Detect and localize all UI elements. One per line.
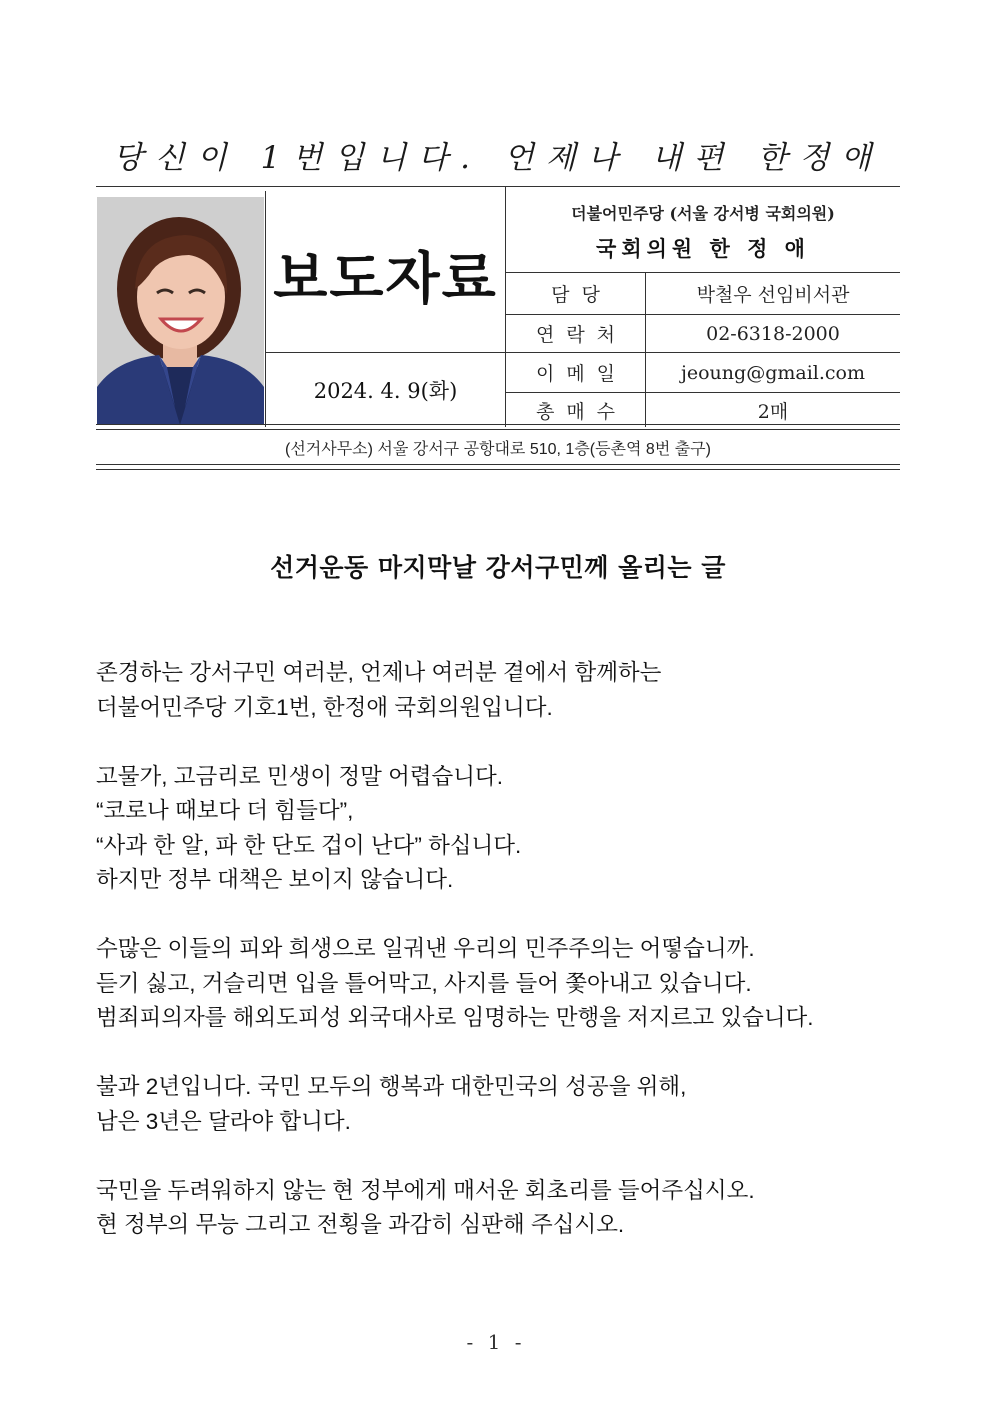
paragraph xyxy=(96,656,900,725)
info-value: 박철우 선임비서관 xyxy=(696,284,850,306)
body-text xyxy=(96,656,900,1277)
photo-cell xyxy=(96,191,266,427)
text-line: 국민을 두려워하지 않는 현 정부에게 매서운 회초리를 들어주십시오. xyxy=(96,1177,755,1203)
info-row-phone xyxy=(506,315,900,353)
portrait-photo xyxy=(97,197,264,425)
text-line: 존경하는 강서구민 여러분, 언제나 여러분 곁에서 함께하는 xyxy=(96,660,662,685)
divider xyxy=(96,464,900,465)
text-line: 남은 3년은 달라야 합니다. xyxy=(96,1108,351,1134)
paragraph xyxy=(96,1174,900,1243)
portrait-illustration xyxy=(97,197,264,425)
info-row-contact-person xyxy=(506,273,900,315)
text-line: 수많은 이들의 피와 희생으로 일궈낸 우리의 민주주의는 어떻습니까. xyxy=(96,936,755,961)
text-line: 하지만 정부 대책은 보이지 않습니다. xyxy=(96,867,454,892)
info-row-email xyxy=(506,353,900,393)
organization-cell xyxy=(506,187,900,273)
title-cell xyxy=(266,187,506,353)
text-line: 불과 2년입니다. 국민 모두의 행복과 대한민국의 성공을 위해, xyxy=(96,1074,687,1099)
press-header xyxy=(96,186,900,426)
paragraph xyxy=(96,760,900,898)
campaign-office-address: (선거사무소) 서울 강서구 공항대로 510, 1층(등촌역 8번 출구) xyxy=(285,441,711,458)
paragraph xyxy=(96,932,900,1036)
text-line: 현 정부의 무능 그리고 전횡을 과감히 심판해 주십시오. xyxy=(96,1212,625,1237)
divider xyxy=(96,424,900,425)
page-number: - 1 - xyxy=(466,1330,526,1354)
info-label: 연락처 xyxy=(506,315,646,352)
info-value: 02-6318-2000 xyxy=(706,322,840,345)
text-line: 듣기 싫고, 거슬리면 입을 틀어막고, 사지를 들어 쫓아내고 있습니다. xyxy=(96,970,752,996)
info-label: 이메일 xyxy=(506,353,646,392)
text-line: 고물가, 고금리로 민생이 정말 어렵습니다. xyxy=(96,763,504,789)
paragraph xyxy=(96,1070,900,1139)
info-value: 2매 xyxy=(757,400,789,423)
headline: 선거운동 마지막날 강서구민께 올리는 글 xyxy=(270,553,726,582)
member-name: 국회의원 한 정 애 xyxy=(596,236,810,261)
release-date: 2024. 4. 9(화) xyxy=(266,353,506,427)
text-line: “사과 한 알, 파 한 단도 겁이 난다” 하십니다. xyxy=(96,832,522,858)
text-line: “코로나 때보다 더 힘들다”, xyxy=(96,798,354,823)
info-value: jeoung@gmail.com xyxy=(680,361,865,384)
divider xyxy=(96,469,900,470)
divider xyxy=(96,429,900,430)
press-release-title: 보도자료 xyxy=(273,246,498,312)
slogan: 당신이 1번입니다. 언제나 내편 한정애 xyxy=(112,140,884,176)
text-line: 범죄피의자를 해외도피성 외국대사로 임명하는 만행을 저지르고 있습니다. xyxy=(96,1005,814,1030)
info-row-page-count xyxy=(506,393,900,427)
info-label: 총매수 xyxy=(506,393,646,427)
party-affiliation: 더불어민주당 (서울 강서병 국회의원) xyxy=(571,204,835,223)
text-line: 더불어민주당 기호1번, 한정애 국회의원입니다. xyxy=(96,694,553,720)
info-label: 담당 xyxy=(506,273,646,314)
